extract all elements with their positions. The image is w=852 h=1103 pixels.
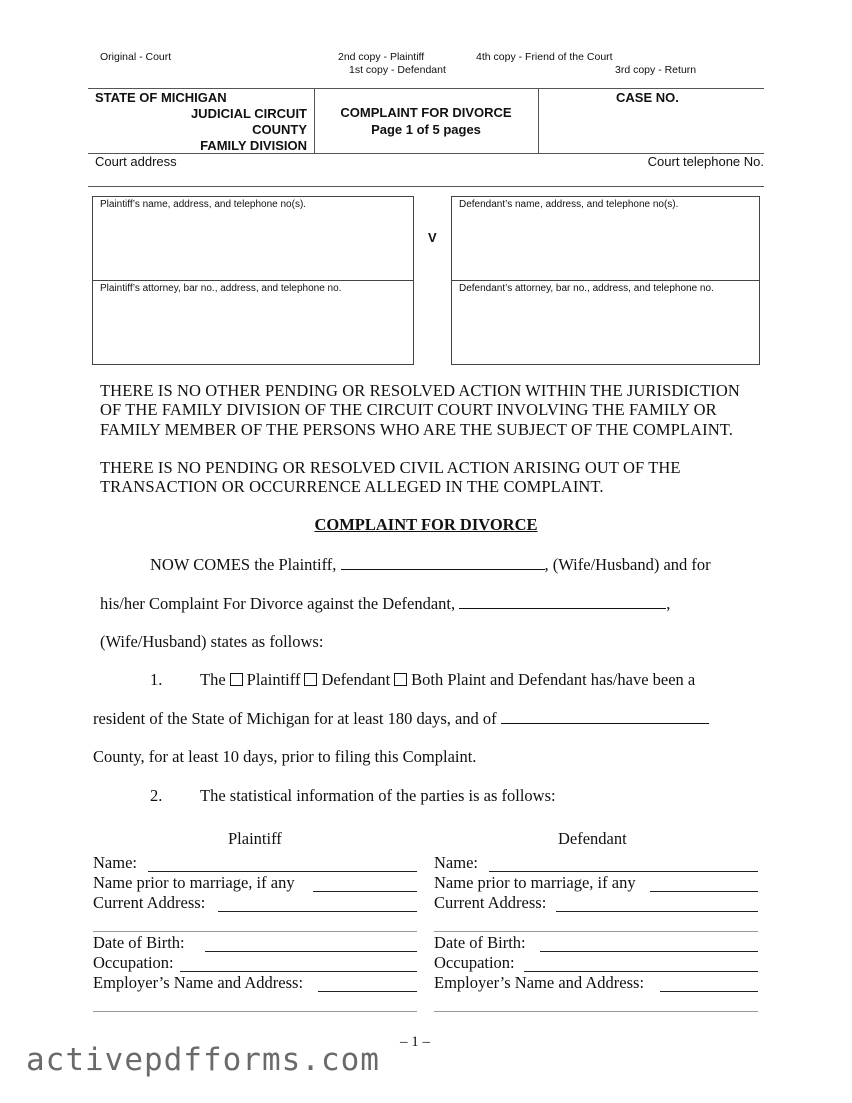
defendant-name-field[interactable] xyxy=(489,871,758,872)
opt-both-label: Both Plaint and Defendant has/have been a xyxy=(411,670,696,689)
both-checkbox[interactable] xyxy=(394,673,407,686)
defendant-checkbox[interactable] xyxy=(304,673,317,686)
defendant-employer-field[interactable] xyxy=(660,991,758,992)
defendant-attorney-label: Defendant’s attorney, bar no., address, and telephone no. xyxy=(459,283,714,294)
copy-second: 2nd copy - Plaintiff xyxy=(338,51,425,63)
statement-line-4: THERE IS NO PENDING OR RESOLVED CIVIL ACTION ARISING OUT OF THE xyxy=(100,458,681,477)
court-address-label: Court address xyxy=(95,154,177,169)
defendant-box[interactable] xyxy=(451,196,760,365)
circuit-label: JUDICIAL CIRCUIT xyxy=(190,106,307,121)
stats-plaintiff-heading: Plaintiff xyxy=(228,829,282,848)
item-2-text: The statistical information of the parties is as follows: xyxy=(200,786,556,805)
copy-third: 3rd copy - Return xyxy=(615,64,697,76)
p1-text-a: NOW COMES the Plaintiff, xyxy=(150,555,337,574)
plaintiff-dob-label: Date of Birth: xyxy=(93,933,185,952)
copy-fourth: 4th copy - Friend of the Court xyxy=(476,51,613,63)
plaintiff-address-field[interactable] xyxy=(218,911,417,912)
stats-defendant-heading: Defendant xyxy=(558,829,627,848)
plaintiff-dob-field[interactable] xyxy=(205,951,417,952)
plaintiff-occupation-field[interactable] xyxy=(180,971,417,972)
item-1-number: 1. xyxy=(150,670,163,689)
defendant-label: Defendant’s name, address, and telephone no(s). xyxy=(459,199,679,210)
plaintiff-name-field[interactable] xyxy=(148,871,417,872)
plaintiff-employer-field-2[interactable] xyxy=(93,1011,417,1012)
copy-original: Original - Court xyxy=(100,51,172,63)
page-number: – 1 – xyxy=(400,1034,430,1050)
complaint-para-1 xyxy=(150,555,711,575)
form-title: COMPLAINT FOR DIVORCE xyxy=(340,105,512,120)
defendant-dob-field[interactable] xyxy=(540,951,758,952)
item-1-line-3: County, for at least 10 days, prior to filing this Complaint. xyxy=(93,747,477,766)
statement-line-5: TRANSACTION OR OCCURRENCE ALLEGED IN THE COMPLAINT. xyxy=(100,477,604,496)
p2-text-b: , xyxy=(666,594,671,613)
item-1-line-2 xyxy=(93,709,709,729)
plaintiff-occupation-label: Occupation: xyxy=(93,953,174,972)
plaintiff-attorney-label: Plaintiff’s attorney, bar no., address, and telephone no. xyxy=(100,283,342,294)
plaintiff-address-label: Current Address: xyxy=(93,893,206,912)
plaintiff-address-field-2[interactable] xyxy=(93,931,417,932)
header-top-rule xyxy=(88,88,764,89)
complaint-para-3: (Wife/Husband) states as follows: xyxy=(100,632,324,651)
item-1-options xyxy=(200,670,695,690)
defendant-address-label: Current Address: xyxy=(434,893,547,912)
opt-plaintiff-label: Plaintiff xyxy=(246,670,301,689)
statement-line-1: THERE IS NO OTHER PENDING OR RESOLVED ACTION WITHIN THE JURISDICTION xyxy=(100,381,740,400)
state-label: STATE OF MICHIGAN xyxy=(95,90,227,105)
defendant-prior-name-field[interactable] xyxy=(650,891,758,892)
statement-line-2: OF THE FAMILY DIVISION OF THE CIRCUIT COURT INVOLVING THE FAMILY OR xyxy=(100,400,717,419)
defendant-box-divider xyxy=(451,280,760,281)
plaintiff-prior-name-label: Name prior to marriage, if any xyxy=(93,873,295,892)
county-blank[interactable] xyxy=(501,709,709,724)
plaintiff-name-blank[interactable] xyxy=(341,555,545,570)
county-label: COUNTY xyxy=(252,122,307,137)
defendant-name-blank[interactable] xyxy=(459,594,666,609)
defendant-employer-field-2[interactable] xyxy=(434,1011,758,1012)
opt-defendant-label: Defendant xyxy=(321,670,391,689)
defendant-prior-name-label: Name prior to marriage, if any xyxy=(434,873,636,892)
division-label: FAMILY DIVISION xyxy=(200,138,307,153)
copy-first: 1st copy - Defendant xyxy=(349,64,446,76)
defendant-employer-label: Employer’s Name and Address: xyxy=(434,973,645,992)
page-info: Page 1 of 5 pages xyxy=(371,122,481,137)
p2-text-a: his/her Complaint For Divorce against the Defendant, xyxy=(100,594,456,613)
watermark-logo: activepdfforms.com xyxy=(26,1042,380,1078)
defendant-occupation-label: Occupation: xyxy=(434,953,515,972)
item-1-the: The xyxy=(200,670,226,689)
item-1-line-2-text: resident of the State of Michigan for at least 180 days, and of xyxy=(93,709,497,728)
plaintiff-checkbox[interactable] xyxy=(230,673,243,686)
plaintiff-box-divider xyxy=(92,280,414,281)
complaint-para-2 xyxy=(100,594,670,614)
plaintiff-name-label: Name: xyxy=(93,853,137,872)
plaintiff-label: Plaintiff’s name, address, and telephone no(s). xyxy=(100,199,307,210)
complaint-heading: COMPLAINT FOR DIVORCE xyxy=(314,515,538,534)
header-divider-right xyxy=(538,88,539,153)
versus-label: V xyxy=(428,230,437,245)
plaintiff-prior-name-field[interactable] xyxy=(313,891,417,892)
court-address-rule xyxy=(88,186,764,187)
defendant-dob-label: Date of Birth: xyxy=(434,933,526,952)
defendant-address-field[interactable] xyxy=(556,911,758,912)
defendant-occupation-field[interactable] xyxy=(524,971,758,972)
item-2-number: 2. xyxy=(150,786,163,805)
plaintiff-box[interactable] xyxy=(92,196,414,365)
statement-line-3: FAMILY MEMBER OF THE PERSONS WHO ARE THE SUBJECT OF THE COMPLAINT. xyxy=(100,420,733,439)
court-phone-label: Court telephone No. xyxy=(647,154,764,169)
case-no-label: CASE NO. xyxy=(616,90,679,105)
defendant-name-label: Name: xyxy=(434,853,478,872)
defendant-address-field-2[interactable] xyxy=(434,931,758,932)
plaintiff-employer-field[interactable] xyxy=(318,991,417,992)
plaintiff-employer-label: Employer’s Name and Address: xyxy=(93,973,304,992)
p1-text-b: , (Wife/Husband) and for xyxy=(544,555,711,574)
